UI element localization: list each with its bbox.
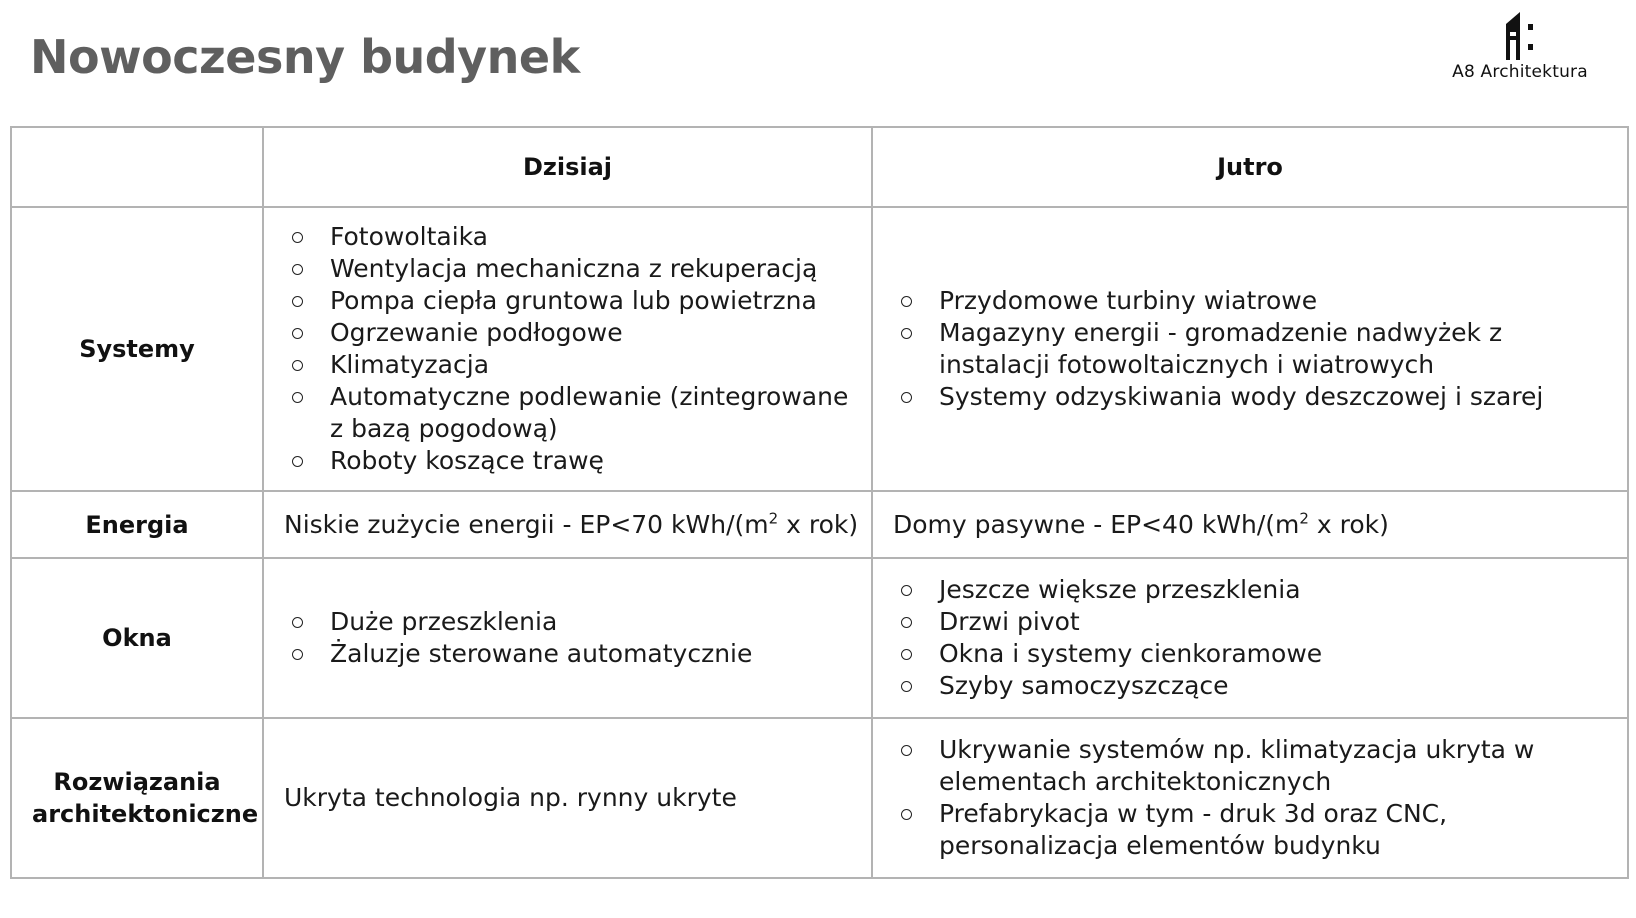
list-item: Ogrzewanie podłogowe bbox=[292, 317, 861, 349]
list-item: Szyby samoczyszczące bbox=[901, 670, 1617, 702]
logo bbox=[1440, 10, 1600, 90]
circle-bullet-icon bbox=[901, 745, 912, 756]
today-cell bbox=[263, 558, 872, 718]
circle-bullet-icon bbox=[901, 617, 912, 628]
today-cell: Ukryta technologia np. rynny ukryte bbox=[263, 718, 872, 878]
tomorrow-list bbox=[873, 574, 1627, 702]
list-item: Jeszcze większe przeszklenia bbox=[901, 574, 1617, 606]
list-item: Okna i systemy cienkoramowe bbox=[901, 638, 1617, 670]
list-item: Prefabrykacja w tym - druk 3d oraz CNC, personalizacja elementów budynku bbox=[901, 798, 1617, 862]
list-item: Klimatyzacja bbox=[292, 349, 861, 381]
circle-bullet-icon bbox=[901, 392, 912, 403]
today-list bbox=[264, 221, 871, 477]
list-item: Systemy odzyskiwania wody deszczowej i szarej bbox=[901, 381, 1617, 413]
header-empty bbox=[11, 127, 263, 207]
circle-bullet-icon bbox=[292, 617, 303, 628]
tomorrow-list bbox=[873, 285, 1627, 413]
circle-bullet-icon bbox=[292, 296, 303, 307]
table-header-row bbox=[11, 127, 1628, 207]
list-item: Fotowoltaika bbox=[292, 221, 861, 253]
row-label: Okna bbox=[11, 558, 263, 718]
circle-bullet-icon bbox=[901, 296, 912, 307]
list-item: Magazyny energii - gromadzenie nadwyżek z instalacji fotowoltaicznych i wiatrowych bbox=[901, 317, 1617, 381]
logo-text: A8 Architektura bbox=[1452, 62, 1588, 82]
list-item: Ukrywanie systemów np. klimatyzacja ukryta w elementach architektonicznych bbox=[901, 734, 1617, 798]
list-item: Żaluzje sterowane automatycznie bbox=[292, 638, 861, 670]
today-list bbox=[264, 606, 871, 670]
tomorrow-cell: Domy pasywne - EP<40 kWh/($m^2$ x rok) bbox=[872, 491, 1628, 558]
list-item: Automatyczne podlewanie (zintegrowane z bazą pogodową) bbox=[292, 381, 861, 445]
page-title: Nowoczesny budynek bbox=[30, 30, 580, 84]
table-row-okna bbox=[11, 558, 1628, 718]
header-today: Dzisiaj bbox=[263, 127, 872, 207]
circle-bullet-icon bbox=[901, 649, 912, 660]
list-item: Drzwi pivot bbox=[901, 606, 1617, 638]
list-item: Pompa ciepła gruntowa lub powietrzna bbox=[292, 285, 861, 317]
row-label: Rozwiązania architektoniczne bbox=[11, 718, 263, 878]
list-item: Duże przeszklenia bbox=[292, 606, 861, 638]
tomorrow-list bbox=[873, 734, 1627, 862]
row-label: Systemy bbox=[11, 207, 263, 491]
table-row-systemy bbox=[11, 207, 1628, 491]
circle-bullet-icon bbox=[901, 809, 912, 820]
circle-bullet-icon bbox=[292, 328, 303, 339]
tomorrow-cell bbox=[872, 718, 1628, 878]
row-label: Energia bbox=[11, 491, 263, 558]
table-row-energia bbox=[11, 491, 1628, 558]
circle-bullet-icon bbox=[292, 360, 303, 371]
circle-bullet-icon bbox=[901, 585, 912, 596]
today-cell bbox=[263, 207, 872, 491]
circle-bullet-icon bbox=[901, 328, 912, 339]
circle-bullet-icon bbox=[292, 232, 303, 243]
list-item: Wentylacja mechaniczna z rekuperacją bbox=[292, 253, 861, 285]
building-a8-logo-icon bbox=[1500, 10, 1540, 60]
table-row-rozwiazania bbox=[11, 718, 1628, 878]
circle-bullet-icon bbox=[292, 392, 303, 403]
circle-bullet-icon bbox=[901, 681, 912, 692]
tomorrow-cell bbox=[872, 558, 1628, 718]
list-item: Przydomowe turbiny wiatrowe bbox=[901, 285, 1617, 317]
comparison-table bbox=[10, 126, 1629, 879]
circle-bullet-icon bbox=[292, 264, 303, 275]
today-cell: Niskie zużycie energii - EP<70 kWh/($m^2$ x rok) bbox=[263, 491, 872, 558]
circle-bullet-icon bbox=[292, 456, 303, 467]
circle-bullet-icon bbox=[292, 649, 303, 660]
list-item: Roboty koszące trawę bbox=[292, 445, 861, 477]
header-tomorrow: Jutro bbox=[872, 127, 1628, 207]
tomorrow-cell bbox=[872, 207, 1628, 491]
